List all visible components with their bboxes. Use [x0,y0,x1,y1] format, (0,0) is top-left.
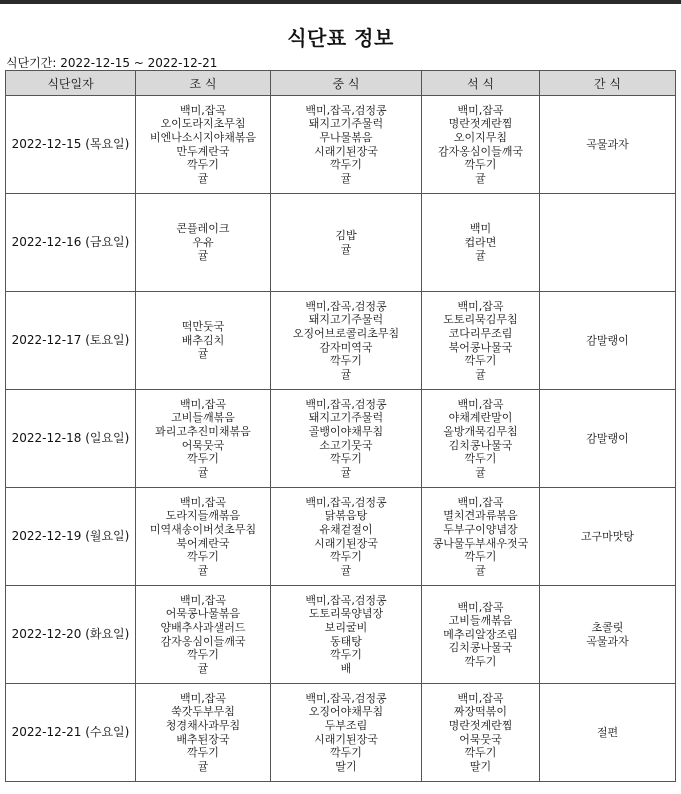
dish-item: 귤 [197,465,209,479]
dish-item: 곡물과자 [586,634,629,648]
dish-item: 김밥 [335,228,357,242]
dish-item: 백미,잡곡 [179,397,226,411]
dish-item: 백미,잡곡 [457,397,504,411]
lunch-cell [271,586,422,684]
dish-item: 어묵콩나물볶음 [165,607,241,621]
column-header-breakfast: 조 식 [136,71,271,96]
dish-item: 백미 [469,222,492,236]
dish-item: 귤 [197,171,209,185]
dish-item: 어묵뭇국 [459,732,502,746]
date-cell: 2022-12-20 (화요일) [6,586,136,684]
dish-item: 백미,잡곡,검정콩 [305,691,387,705]
snack-cell [540,488,676,586]
dish-item: 만두계란국 [176,144,230,158]
dish-item: 깍두기 [330,648,362,662]
dish-item: 명란젓계란찜 [448,117,513,131]
dish-item: 코다리무조림 [448,326,513,340]
dish-item: 떡만둣국 [181,320,225,334]
table-row [6,586,676,684]
dish-item: 귤 [475,563,486,577]
dish-item: 고비들깨볶음 [171,411,235,425]
dish-item: 도토리묵양념장 [308,607,384,621]
dish-item: 고구마맛탕 [580,529,635,543]
dish-item: 깍두기 [330,550,362,564]
dish-item: 백미,잡곡 [457,691,504,705]
dish-item: 감자옹심이들깨국 [437,144,523,158]
dish-item: 콘플레이크 [176,222,230,236]
dish-item: 초콜릿 [591,620,624,634]
date-cell: 2022-12-18 (일요일) [6,390,136,488]
dish-item: 시래기된장국 [314,536,378,550]
dish-item: 깍두기 [187,158,219,172]
dish-item: 딸기 [335,759,357,773]
table-row [6,684,676,782]
dish-item: 두부조림 [324,718,368,732]
dish-item: 백미,잡곡,검정콩 [305,397,387,411]
dish-item: 깍두기 [464,354,497,368]
dish-item: 귤 [197,661,209,675]
dish-item: 귤 [197,347,209,361]
breakfast-cell [136,586,271,684]
dish-item: 깍두기 [464,158,497,172]
column-header-dinner: 석 식 [422,71,540,96]
breakfast-cell [136,488,271,586]
dish-item: 백미,잡곡 [179,103,226,117]
dish-item: 백미,잡곡,검정콩 [305,299,387,313]
dish-item: 컵라면 [464,235,497,249]
dish-item: 오이도라지초무침 [160,117,246,131]
dinner-cell [422,684,540,782]
dish-item: 북어계란국 [176,536,230,550]
snack-cell [540,586,676,684]
snack-cell [540,292,676,390]
dish-item: 명란젓계란찜 [448,718,513,732]
dish-item: 귤 [197,563,209,577]
breakfast-cell [136,684,271,782]
dish-item: 유채겉절이 [319,522,373,536]
dish-item: 돼지고기주물럭 [308,117,384,131]
breakfast-cell [136,96,271,194]
dish-item: 오징어브로콜리초무침 [292,326,400,340]
dish-item: 감자옹심이들깨국 [160,634,246,648]
dish-item: 곡물과자 [586,137,629,151]
dish-item: 귤 [340,465,352,479]
dish-item: 돼지고기주물럭 [308,411,384,425]
dish-item: 고비들깨볶음 [448,614,513,628]
dish-item: 시래기된장국 [314,144,378,158]
dinner-cell [422,488,540,586]
dish-item: 귤 [475,249,486,263]
dish-item: 깍두기 [330,158,362,172]
dish-item: 백미,잡곡 [457,495,504,509]
table-row [6,488,676,586]
date-cell: 2022-12-19 (월요일) [6,488,136,586]
dish-item: 백미,잡곡 [457,299,504,313]
dish-item: 깍두기 [464,550,497,564]
dish-item: 깍두기 [330,354,362,368]
lunch-cell [271,390,422,488]
meal-period: 식단기간: 2022-12-15 ~ 2022-12-21 [6,56,218,70]
dish-item: 귤 [340,367,352,381]
dish-item: 멸치견과류볶음 [443,509,518,523]
dish-item: 야채계란말이 [448,411,513,425]
column-header-snack: 간 식 [540,71,676,96]
breakfast-cell [136,194,271,292]
dish-item: 백미,잡곡,검정콩 [305,495,387,509]
dish-item: 귤 [475,465,486,479]
dish-item: 배 [340,661,352,675]
dish-item: 귤 [340,563,352,577]
dish-item: 깍두기 [187,550,219,564]
dinner-cell [422,194,540,292]
snack-cell [540,194,676,292]
dish-item: 시래기된장국 [314,732,378,746]
snack-cell [540,96,676,194]
dish-item: 청경채사과무침 [165,718,241,732]
dish-item: 어묵뭇국 [181,438,225,452]
breakfast-cell [136,390,271,488]
dish-item: 김치콩나물국 [448,641,513,655]
lunch-cell [271,684,422,782]
dinner-cell [422,586,540,684]
dish-item: 깍두기 [464,452,497,466]
dish-item: 귤 [475,171,486,185]
dish-item: 콩나물두부새우젓국 [432,536,529,550]
dish-item: 동태탕 [330,634,362,648]
table-header-row [6,71,676,96]
dish-item: 깍두기 [464,746,497,760]
snack-cell [540,390,676,488]
dish-item: 쑥갓두부무침 [171,705,235,719]
dish-item: 도라지들깨볶음 [165,509,241,523]
dish-item: 깍두기 [187,452,219,466]
lunch-cell [271,292,422,390]
date-cell: 2022-12-21 (수요일) [6,684,136,782]
dish-item: 돼지고기주물럭 [308,313,384,327]
dish-item: 백미,잡곡,검정콩 [305,103,387,117]
meal-table [5,70,676,782]
dish-item: 배추김치 [181,333,225,347]
dish-item: 귤 [197,759,209,773]
dish-item: 감자미역국 [319,340,373,354]
date-cell: 2022-12-16 (금요일) [6,194,136,292]
dish-item: 닭볶음탕 [324,509,368,523]
snack-cell [540,684,676,782]
dish-item: 오징어야채무침 [308,705,384,719]
dish-item: 귤 [475,367,486,381]
dinner-cell [422,390,540,488]
dish-item: 두부구이양념장 [443,522,518,536]
dish-item: 백미,잡곡 [179,691,226,705]
dish-item: 꽈리고추진미채볶음 [155,424,251,438]
dish-item: 북어콩나물국 [448,340,513,354]
table-row [6,292,676,390]
breakfast-cell [136,292,271,390]
dish-item: 깍두기 [187,746,219,760]
table-row [6,194,676,292]
date-cell: 2022-12-15 (목요일) [6,96,136,194]
table-row [6,96,676,194]
dish-item: 백미,잡곡 [457,600,504,614]
dish-item: 골뱅이야채무침 [308,424,384,438]
dish-item: 깍두기 [464,654,497,668]
dish-item: 도토리묵김무침 [443,313,518,327]
dish-item: 짜장떡볶이 [453,705,508,719]
dish-item: 미역새송이버섯초무침 [149,522,257,536]
dish-item: 무나물볶음 [319,130,373,144]
dish-item: 깍두기 [330,452,362,466]
column-header-date: 식단일자 [6,71,136,96]
date-cell: 2022-12-17 (토요일) [6,292,136,390]
lunch-cell [271,96,422,194]
dinner-cell [422,96,540,194]
dish-item: 백미,잡곡,검정콩 [305,593,387,607]
page-title: 식단표 정보 [287,26,394,50]
dish-item: 메추리알장조림 [443,627,518,641]
dish-item: 귤 [340,171,352,185]
dish-item: 김치콩나물국 [448,438,513,452]
table-row [6,390,676,488]
dish-item: 절편 [596,725,619,739]
dish-item: 감말랭이 [586,431,629,445]
dish-item: 비엔나소시지야채볶음 [149,130,257,144]
column-header-lunch: 중 식 [271,71,422,96]
dish-item: 소고기뭇국 [319,438,373,452]
dish-item: 보리굴비 [324,620,368,634]
dish-item: 양배추사과샐러드 [160,620,246,634]
table-body [6,96,676,782]
dinner-cell [422,292,540,390]
dish-item: 귤 [340,242,352,256]
dish-item: 오이지무침 [453,130,508,144]
dish-item: 깍두기 [330,746,362,760]
lunch-cell [271,194,422,292]
dish-item: 백미,잡곡 [457,103,504,117]
dish-item: 백미,잡곡 [179,495,226,509]
dish-item: 백미,잡곡 [179,593,226,607]
dish-item: 배추된장국 [176,732,230,746]
lunch-cell [271,488,422,586]
top-border [0,0,681,4]
dish-item: 귤 [197,249,209,263]
dish-item: 올방개묵김무침 [443,424,518,438]
dish-item: 감말랭이 [586,333,629,347]
dish-item: 딸기 [469,759,492,773]
dish-item: 깍두기 [187,648,219,662]
dish-item: 우유 [192,235,214,249]
